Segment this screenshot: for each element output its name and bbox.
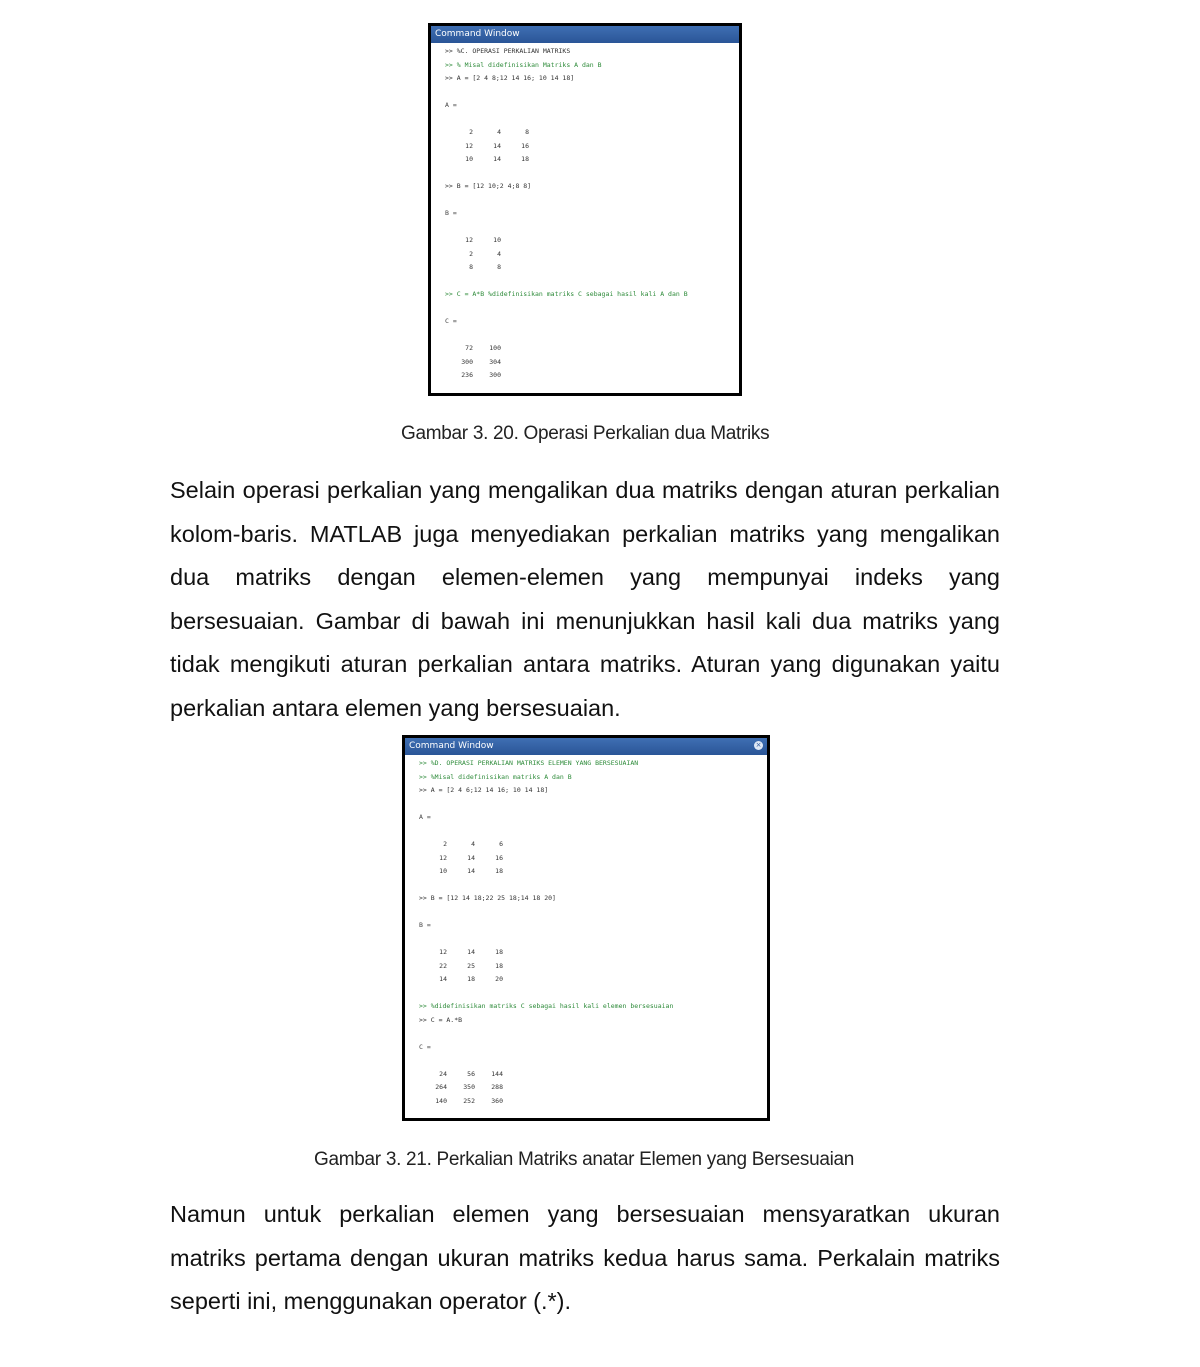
blank-line bbox=[405, 798, 767, 812]
matrix-row bbox=[431, 126, 739, 140]
console-output-line: C = bbox=[419, 1042, 431, 1051]
matrix-cell: 10 bbox=[439, 867, 447, 875]
matrix-row bbox=[405, 1081, 767, 1095]
matrix-row bbox=[431, 356, 739, 370]
console-output-line: A = bbox=[419, 813, 431, 821]
figure-caption-2: Gambar 3. 21. Perkalian Matriks anatar Elemen yang Bersesuaian bbox=[314, 1149, 855, 1170]
matrix-cell: 14 bbox=[467, 853, 475, 862]
matrix-cell: 2 bbox=[469, 128, 473, 136]
console-output-line: A = bbox=[445, 101, 457, 109]
matrix-row bbox=[431, 342, 739, 356]
matrix-cell: 18 bbox=[495, 961, 503, 970]
matrix-cell: 12 bbox=[439, 853, 447, 862]
body-paragraph-2: Namun untuk perkalian elemen yang bersesuaian mensyaratkan ukuran matriks pertama dengan ukuran matriks kedua harus sama. Perkalain matriks seperti ini, menggunakan operator (.*). bbox=[170, 1201, 1000, 1314]
figure-caption-1: Gambar 3. 20. Operasi Perkalian dua Matriks bbox=[401, 423, 770, 444]
matrix-cell: 4 bbox=[497, 249, 501, 258]
matrix-row bbox=[405, 960, 767, 974]
blank-line bbox=[431, 113, 739, 127]
matrix-row bbox=[405, 852, 767, 866]
matrix-cell: 14 bbox=[467, 948, 475, 956]
matrix-cell: 18 bbox=[467, 975, 475, 983]
matrix-cell: 4 bbox=[497, 128, 501, 136]
blank-line bbox=[405, 987, 767, 1001]
matrix-cell: 56 bbox=[467, 1069, 475, 1078]
console-output-line: B = bbox=[419, 921, 431, 929]
matrix-cell: 12 bbox=[465, 141, 473, 150]
matrix-cell: 264 bbox=[435, 1083, 447, 1091]
matrix-row bbox=[431, 248, 739, 262]
matrix-row bbox=[405, 838, 767, 852]
console-comment-line: >> C = A*B %didefinisikan matriks C sebagai hasil kali A dan B bbox=[445, 290, 688, 298]
body-paragraph-1: Selain operasi perkalian yang mengalikan dua matriks dengan aturan perkalian kolom-baris. MATLAB juga menyediakan perkalian matriks yang mengalikan dua matriks dengan elemen-elemen yang mempunyai indeks yang bersesuaian. Gambar di bawah ini menunjukkan hasil kali dua matriks yang tidak mengikuti aturan perkalian antara matriks. Aturan yang digunakan yaitu perkalian antara elemen yang bersesuaian. bbox=[170, 477, 1000, 721]
console-command-line: >> B = [12 10;2 4;8 8] bbox=[445, 182, 532, 190]
matrix-cell: 6 bbox=[499, 840, 503, 848]
blank-line bbox=[431, 302, 739, 316]
matrix-cell: 16 bbox=[521, 141, 529, 150]
matrix-cell: 304 bbox=[489, 357, 501, 366]
matrix-cell: 24 bbox=[439, 1069, 447, 1078]
matrix-cell: 72 bbox=[465, 344, 473, 352]
matrix-cell: 4 bbox=[471, 840, 475, 848]
figure-command-window-1 bbox=[428, 23, 742, 396]
blank-line bbox=[405, 1027, 767, 1041]
matrix-cell: 2 bbox=[469, 249, 473, 258]
matrix-cell: 14 bbox=[493, 141, 501, 150]
close-icon: × bbox=[755, 741, 762, 749]
matrix-cell: 300 bbox=[489, 371, 501, 379]
figure-command-window-2 bbox=[402, 735, 770, 1121]
console-comment-line: >> %didefinisikan matriks C sebagai hasil kali elemen bersesuaian bbox=[419, 1002, 674, 1010]
blank-line bbox=[431, 329, 739, 343]
blank-line bbox=[431, 167, 739, 181]
matrix-row bbox=[431, 261, 739, 275]
blank-line bbox=[405, 879, 767, 893]
console-comment-line: >> % Misal didefinisikan Matriks A dan B bbox=[445, 60, 602, 69]
command-window-output bbox=[405, 755, 767, 1108]
matrix-row bbox=[405, 1095, 767, 1109]
matrix-cell: 288 bbox=[491, 1083, 503, 1091]
blank-line bbox=[431, 275, 739, 289]
matrix-cell: 18 bbox=[495, 948, 503, 956]
blank-line bbox=[405, 906, 767, 920]
console-comment-line: >> %D. OPERASI PERKALIAN MATRIKS ELEMEN YANG BERSESUAIAN bbox=[419, 759, 639, 767]
window-title-bar bbox=[405, 738, 767, 755]
console-comment-line: >> %Misal didefinisikan matriks A dan B bbox=[419, 772, 572, 781]
matrix-cell: 22 bbox=[439, 961, 447, 970]
matrix-cell: 14 bbox=[439, 975, 447, 983]
blank-line bbox=[405, 1054, 767, 1068]
matrix-row bbox=[405, 973, 767, 987]
blank-line bbox=[431, 221, 739, 235]
matrix-cell: 18 bbox=[495, 867, 503, 875]
matrix-cell: 8 bbox=[497, 263, 501, 271]
matrix-cell: 10 bbox=[465, 155, 473, 163]
matrix-row bbox=[405, 1068, 767, 1082]
matrix-cell: 14 bbox=[493, 155, 501, 163]
matrix-cell: 20 bbox=[495, 975, 503, 983]
matrix-cell: 140 bbox=[435, 1096, 447, 1105]
blank-line bbox=[405, 933, 767, 947]
matrix-cell: 8 bbox=[469, 263, 473, 271]
matrix-row bbox=[431, 153, 739, 167]
matrix-cell: 360 bbox=[491, 1096, 503, 1105]
matrix-row bbox=[431, 140, 739, 154]
matrix-cell: 12 bbox=[465, 236, 473, 244]
matrix-row bbox=[405, 946, 767, 960]
matrix-cell: 252 bbox=[463, 1096, 475, 1105]
matrix-cell: 100 bbox=[489, 344, 501, 352]
console-command-line: >> A = [2 4 6;12 14 16; 10 14 18] bbox=[419, 786, 549, 794]
window-title: Command Window bbox=[409, 741, 494, 751]
matrix-row bbox=[431, 369, 739, 383]
matrix-cell: 10 bbox=[493, 236, 501, 244]
matrix-cell: 350 bbox=[463, 1083, 475, 1091]
window-title: Command Window bbox=[435, 29, 520, 39]
blank-line bbox=[431, 86, 739, 100]
blank-line bbox=[431, 194, 739, 208]
console-command-line: >> B = [12 14 18;22 25 18;14 18 20] bbox=[419, 894, 556, 902]
console-command-line: >> C = A.*B bbox=[419, 1015, 463, 1024]
matrix-row bbox=[431, 234, 739, 248]
blank-line bbox=[405, 825, 767, 839]
matrix-cell: 300 bbox=[461, 357, 473, 366]
matrix-cell: 2 bbox=[443, 840, 447, 848]
matrix-cell: 144 bbox=[491, 1069, 503, 1078]
matrix-cell: 18 bbox=[521, 155, 529, 163]
console-command-line: >> %C. OPERASI PERKALIAN MATRIKS bbox=[445, 47, 571, 55]
console-output-line: C = bbox=[445, 317, 457, 325]
matrix-cell: 25 bbox=[467, 961, 475, 970]
window-title-bar bbox=[431, 26, 739, 43]
matrix-cell: 236 bbox=[461, 371, 473, 379]
matrix-row bbox=[405, 865, 767, 879]
command-window-output bbox=[431, 43, 739, 383]
matrix-cell: 14 bbox=[467, 867, 475, 875]
console-command-line: >> A = [2 4 8;12 14 16; 10 14 18] bbox=[445, 74, 575, 82]
matrix-cell: 16 bbox=[495, 853, 503, 862]
matrix-cell: 12 bbox=[439, 948, 447, 956]
matrix-cell: 8 bbox=[525, 128, 529, 136]
console-output-line: B = bbox=[445, 209, 457, 217]
